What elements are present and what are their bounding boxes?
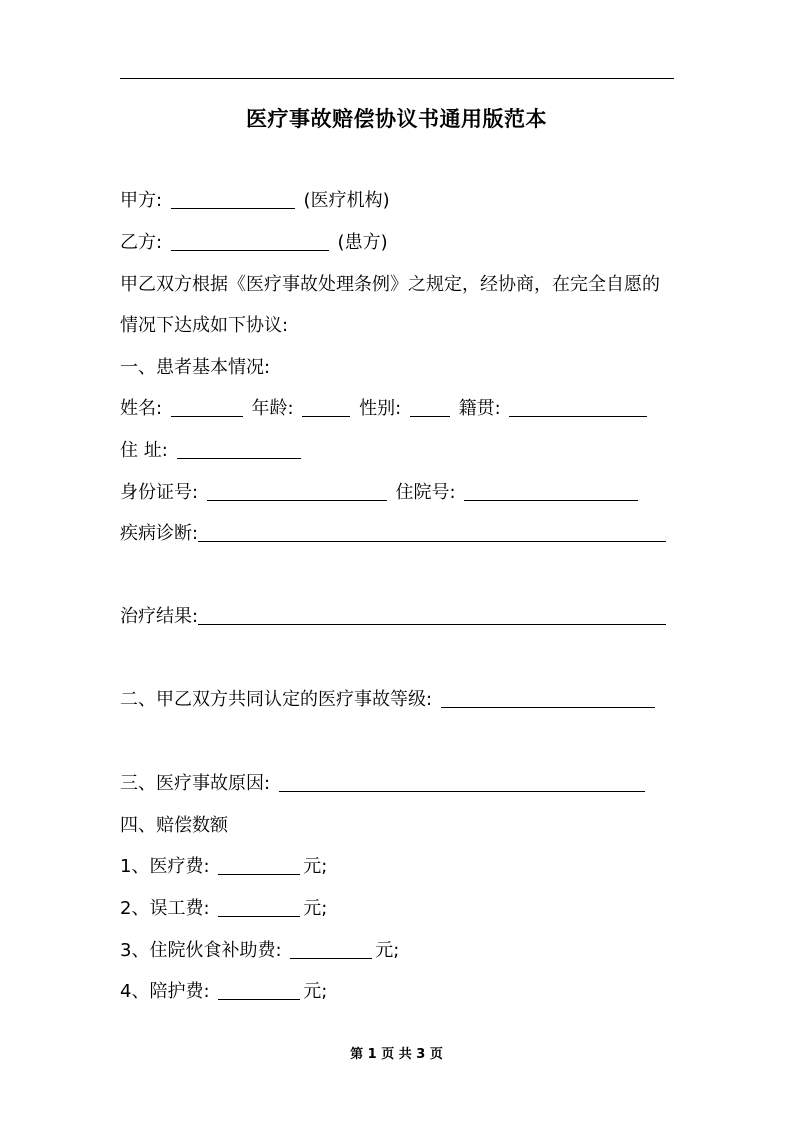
section-2-heading: 二、甲乙双方共同认定的医疗事故等级: xyxy=(120,689,433,710)
address-line xyxy=(120,436,680,466)
item-label: 4、陪护费: xyxy=(120,981,210,1002)
item-unit: 元; xyxy=(303,981,328,1002)
party-a-blank[interactable] xyxy=(171,188,295,209)
header-rule xyxy=(120,78,674,79)
age-label: 年龄: xyxy=(251,398,294,419)
accident-cause-blank[interactable] xyxy=(279,771,645,792)
id-blank[interactable] xyxy=(207,480,387,501)
party-b-note: (患方) xyxy=(337,232,388,253)
diagnosis-line xyxy=(120,519,680,549)
id-label: 身份证号: xyxy=(120,482,199,503)
item-label: 1、医疗费: xyxy=(120,856,210,877)
item-amount-blank[interactable] xyxy=(218,896,300,917)
item-amount-blank[interactable] xyxy=(290,938,372,959)
gender-label: 性别: xyxy=(359,398,402,419)
origin-blank[interactable] xyxy=(509,396,647,417)
party-a-note: (医疗机构) xyxy=(303,190,390,211)
party-a-line xyxy=(120,186,680,216)
item-unit: 元; xyxy=(303,856,328,877)
item-label: 3、住院伙食补助费: xyxy=(120,940,282,961)
item-label: 2、误工费: xyxy=(120,898,210,919)
treatment-blank[interactable] xyxy=(198,604,666,625)
name-label: 姓名: xyxy=(120,398,163,419)
section-3-line xyxy=(120,769,680,799)
diagnosis-blank[interactable] xyxy=(198,521,666,542)
origin-label: 籍贯: xyxy=(458,398,501,419)
accident-level-blank[interactable] xyxy=(441,687,655,708)
gender-blank[interactable] xyxy=(410,396,450,417)
intro-line-1: 甲乙双方根据《医疗事故处理条例》之规定，经协商，在完全自愿的 xyxy=(120,274,660,295)
intro-line-2: 情况下达成如下协议: xyxy=(120,315,289,336)
inpatient-blank[interactable] xyxy=(464,480,638,501)
inpatient-label: 住院号: xyxy=(395,482,456,503)
page-number: 第 1 页 共 3 页 xyxy=(350,1047,443,1062)
section-4-heading: 四、赔偿数额 xyxy=(120,815,228,836)
treatment-line xyxy=(120,602,680,632)
party-b-label: 乙方: xyxy=(120,232,163,253)
compensation-item xyxy=(120,894,680,924)
item-amount-blank[interactable] xyxy=(218,854,300,875)
treatment-label: 治疗结果: xyxy=(120,606,199,627)
section-2-line xyxy=(120,685,680,715)
item-unit: 元; xyxy=(375,940,400,961)
patient-basic-line xyxy=(120,394,680,424)
name-blank[interactable] xyxy=(171,396,243,417)
party-b-blank[interactable] xyxy=(171,230,329,251)
item-unit: 元; xyxy=(303,898,328,919)
compensation-item xyxy=(120,977,680,1007)
item-amount-blank[interactable] xyxy=(218,979,300,1000)
compensation-item xyxy=(120,852,680,882)
document-title: 医疗事故赔偿协议书通用版范本 xyxy=(246,107,547,131)
party-b-line xyxy=(120,228,680,258)
section-3-heading: 三、医疗事故原因: xyxy=(120,773,271,794)
age-blank[interactable] xyxy=(302,396,350,417)
diagnosis-label: 疾病诊断: xyxy=(120,523,199,544)
section-1-heading: 一、患者基本情况: xyxy=(120,357,271,378)
party-a-label: 甲方: xyxy=(120,190,163,211)
address-label: 住 址: xyxy=(120,440,168,461)
compensation-item xyxy=(120,936,680,966)
id-line xyxy=(120,478,680,508)
address-blank[interactable] xyxy=(177,438,301,459)
